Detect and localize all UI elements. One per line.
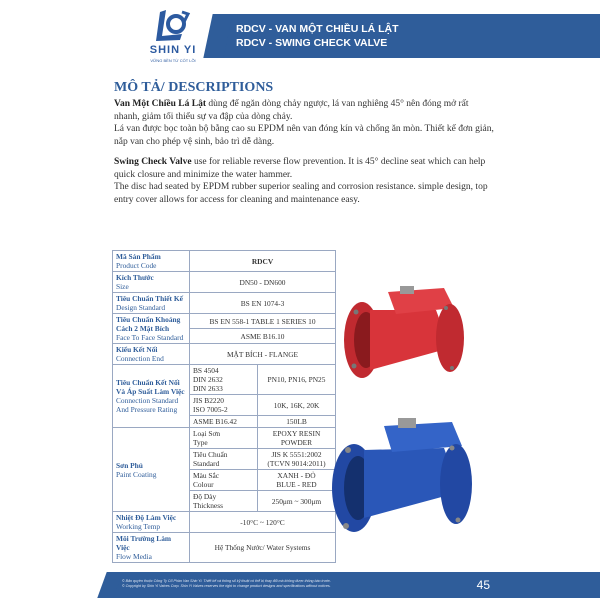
table-row [113, 512, 336, 533]
coating-sub-label: Độ Dày Thickness [190, 491, 258, 512]
brand-tagline: VỮNG BỀN TỪ CỐT LÕI [150, 58, 196, 63]
connection-pressure-label [113, 365, 190, 428]
brand-logo [138, 8, 208, 68]
label-en: Face To Face Standard [116, 333, 184, 342]
description-heading: MÔ TẢ/ DESCRIPTIONS [114, 80, 274, 95]
shin-yi-logo-icon [152, 8, 192, 44]
description-vn [114, 98, 494, 148]
footer-note-vn: © Bản quyền thuộc Công Ty Cổ Phần Van Shin Yi. Thiết kế và thông số kỹ thuật có thể bị thay đổi mà không được thông báo trước. [122, 579, 331, 583]
brand-name: SHIN YI [149, 44, 197, 56]
description-vn-lead: Van Một Chiều Lá Lật [114, 99, 207, 109]
label-vn: Tiêu Chuẩn Thiết Kế [116, 294, 183, 303]
label-vn: Môi Trường Làm Việc [116, 534, 172, 552]
coating-sub-value: 250μm ~ 300μm [258, 491, 336, 512]
connection-standard-cell: ASME B16.42 [190, 416, 258, 428]
working-temp-value: -10°C ~ 120°C [190, 512, 336, 533]
label-en: Connection End [116, 354, 164, 363]
description-vn-text1: dùng để ngăn dòng chảy ngược, lá van nghiêng 45° nên đóng mở rất nhanh, giảm tối thiểu sự va đập của dòng chảy. [114, 99, 469, 122]
pressure-rating-cell: PN10, PN16, PN25 [258, 365, 336, 395]
coating-sub-label: Loại Sơn Type [190, 428, 258, 449]
face-to-face-value-1: BS EN 558-1 TABLE 1 SERIES 10 [190, 314, 336, 329]
flow-media-label [113, 533, 190, 563]
footer-note-en: © Copyright by Shin Yi Valves Corp. Shin Yi Valves reserves the right to change product designs and specifications without notices. [122, 584, 331, 588]
description-en-text2: The disc had seated by EPDM rubber superior sealing and corrosion resistance. simple design, top entry cover allows for access for cleaning and maintenance easy. [114, 182, 488, 205]
table-row [113, 314, 336, 329]
page-header [0, 0, 600, 70]
label-vn: Nhiệt Độ Làm Việc [116, 513, 177, 522]
pressure-rating-cell: 10K, 16K, 20K [258, 395, 336, 416]
connection-standard-cell: JIS B2220 ISO 7005-2 [190, 395, 258, 416]
coating-sub-label: Tiêu Chuẩn Standard [190, 449, 258, 470]
description-en [114, 156, 494, 206]
label-en: Paint Coating [116, 469, 157, 479]
label-vn: Sơn Phủ [116, 460, 143, 470]
label-en: Working Temp [116, 522, 161, 531]
label-en: Product Code [116, 261, 157, 270]
label-en: Design Standard [116, 303, 166, 312]
coating-sub-label: Màu Sắc Colour [190, 470, 258, 491]
red-valve-image [340, 258, 470, 388]
table-row [113, 272, 336, 293]
footer-band [110, 572, 600, 598]
table-row [113, 428, 336, 449]
description-en-lead: Swing Check Valve [114, 157, 192, 167]
page-number: 45 [476, 578, 490, 592]
table-row [113, 365, 336, 395]
description-vn-text2: Lá van được bọc toàn bộ bằng cao su EPDM nên van đóng kín và chống ăn mòn. Thiết kế đơn giản, nắp van cho phép vệ sinh, bảo trì dễ dàng. [114, 124, 494, 147]
pressure-rating-cell: 150LB [258, 416, 336, 428]
label-vn: Tiêu Chuẩn Kết Nối Và Áp Suất Làm Việc [116, 378, 185, 396]
label-vn: Tiêu Chuẩn Khoảng Cách 2 Mặt Bích [116, 315, 181, 333]
label-en: Connection Standard And Pressure Rating [116, 396, 179, 414]
working-temp-label [113, 512, 190, 533]
connection-end-value: MẶT BÍCH - FLANGE [190, 344, 336, 365]
flow-media-value: Hệ Thống Nước/ Water Systems [190, 533, 336, 563]
connection-standard-cell: BS 4504 DIN 2632 DIN 2633 [190, 365, 258, 395]
spec-table [112, 250, 336, 563]
design-standard-label [113, 293, 190, 314]
product-code-label [113, 251, 190, 272]
coating-sub-value: EPOXY RESIN POWDER [258, 428, 336, 449]
label-vn: Mã Sản Phẩm [116, 252, 161, 261]
description-en-text1: use for reliable reverse flow prevention. It is 45° decline seat which can help quick closure and minimize the water hammer. [114, 157, 486, 180]
label-en: Size [116, 282, 129, 291]
coating-sub-value: JIS K 5551:2002 (TCVN 9014:2011) [258, 449, 336, 470]
table-row [113, 251, 336, 272]
coating-sub-value: XANH - ĐỎ BLUE - RED [258, 470, 336, 491]
label-vn: Kích Thước [116, 273, 154, 282]
label-vn: Kiểu Kết Nối [116, 345, 158, 354]
table-row [113, 344, 336, 365]
table-row [113, 533, 336, 563]
face-to-face-label [113, 314, 190, 344]
coating-label [113, 428, 190, 512]
page-title-en: RDCV - SWING CHECK VALVE [236, 37, 388, 49]
title-band [218, 14, 600, 58]
size-label [113, 272, 190, 293]
label-en: Flow Media [116, 552, 152, 561]
page-footer [0, 568, 600, 600]
table-row [113, 293, 336, 314]
connection-end-label [113, 344, 190, 365]
page-title-vn: RDCV - VAN MỘT CHIỀU LÁ LẬT [236, 23, 399, 35]
face-to-face-value-2: ASME B16.10 [190, 329, 336, 344]
blue-valve-image [328, 388, 478, 538]
size-value: DN50 - DN600 [190, 272, 336, 293]
product-code-value: RDCV [190, 251, 336, 272]
design-standard-value: BS EN 1074-3 [190, 293, 336, 314]
